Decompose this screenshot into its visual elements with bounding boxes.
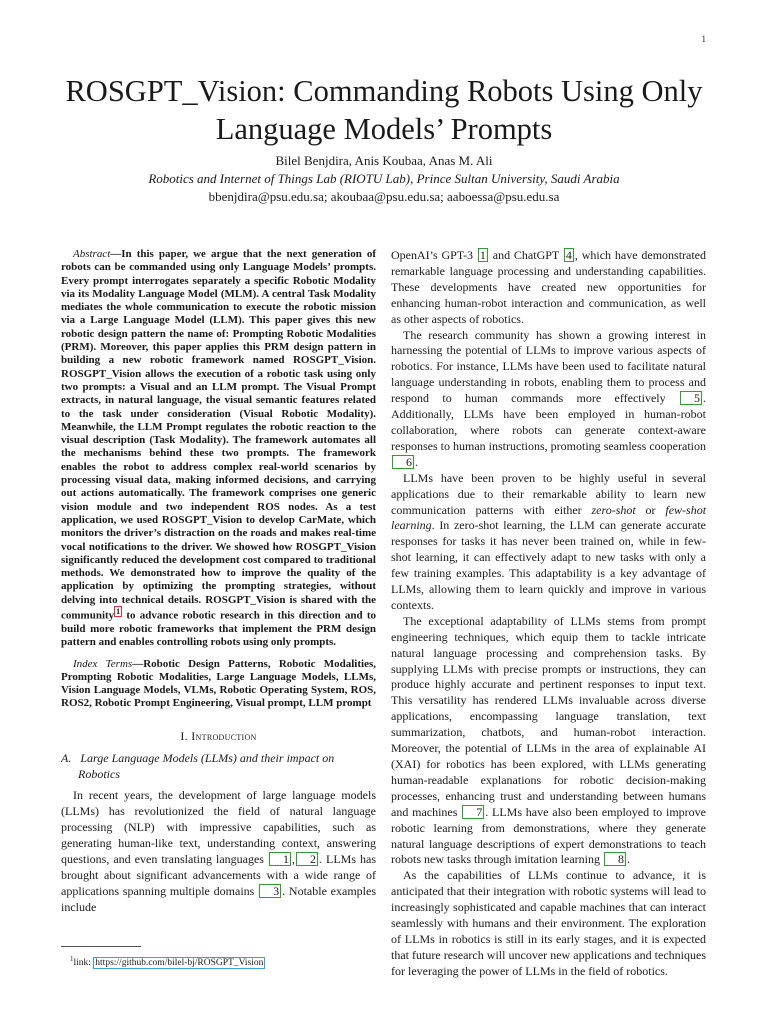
abstract-text-1: In this paper, we argue that the next generation of robots can be commanded using only Language Models’ prompts. Every prompt interrogates separately a specific Robotic Modality via its Modality Language Model (MLM). A central Task Modality mediates the whole communication to execute the robotic mission via a Large Language Model (LLM). This paper gives this new robotic design pattern the name of: Prompting Robotic Modalities (PRM). Moreover, this paper applies this PRM design pattern in building a new robotic framework named ROSGPT_Vision. ROSGPT_Vision allows the execution of a robotic task using only two prompts: a Visual and an LLM prompt. The Visual Prompt extracts, in natural language, the visual semantic features related to the task under consideration (Visual Robotic Modality). Meanwhile, the LLM Prompt regulates the robotic reaction to the visual description (Task Modality). The framework automates all the mechanisms behind these two prompts. The framework enables the robot to address complex real-world scenarios by processing visual data, making informed decisions, and carrying out actions automatically. The framework comprises one generic vision module and two independent ROS nodes. As a test application, we used ROSGPT_Vision to develop CarMate, which monitors the driver’s distraction on the roads and makes real-time vocal notifications to the driver. We showed how ROSGPT_Vision significantly reduced the development cost compared to traditional methods. We demonstrated how to improve the quality of the application by optimizing the prompting strategies, without delving into technical details. ROSGPT_Vision is shared with the community: [61, 248, 376, 622]
left-column: [61, 248, 376, 916]
footnote-marker[interactable]: 1: [116, 607, 121, 617]
paragraph-text: , which have demonstrated remarkable language processing and understanding capabilities. These developments have created new opportunities for enhancing human-robot interaction and communication, as well as other aspects of robotics.: [391, 248, 707, 326]
affiliation: Robotics and Internet of Things Lab (RIOTU Lab), Prince Sultan University, Saudi Arabia: [148, 171, 620, 186]
section-title: Introduction: [191, 728, 257, 743]
paragraph-text: . Notable examples include: [61, 883, 376, 914]
paragraph-text: . LLMs have also been employed to improve robotic learning from demonstrations, where they generate natural language descriptions of expert demonstrations to teach robots new tasks through imitation learning: [391, 804, 707, 867]
citation[interactable]: 8: [604, 852, 626, 866]
citation[interactable]: 5: [680, 391, 702, 405]
intro-paragraph-1: [61, 788, 376, 915]
paragraph-openai: [391, 248, 706, 328]
subsection-title: Large Language Models (LLMs) and their impact on Robotics: [78, 750, 335, 781]
index-terms: [61, 658, 376, 711]
emphasis: zero-shot: [591, 502, 636, 517]
emphasis: few-shot learning: [391, 502, 707, 533]
citation[interactable]: 4: [565, 248, 572, 262]
github-link[interactable]: https://github.com/bilel-bj/ROSGPT_Vision: [95, 958, 264, 969]
paragraph-text: and ChatGPT: [492, 248, 560, 262]
citation[interactable]: 1: [269, 852, 291, 866]
right-column: [391, 248, 706, 980]
citation-separator: ,: [292, 852, 295, 867]
paragraph-text: . In zero-shot learning, the LLM can generate accurate responses for tasks it has never been trained on, while in few-shot learning, it can effectively adapt to new tasks with only a few training examples. This adaptability is a key advantage of LLMs, allowing them to learn quickly and improve in various contexts.: [391, 518, 706, 612]
author-emails: bbenjdira@psu.edu.sa; akoubaa@psu.edu.sa; aaboessa@psu.edu.sa: [208, 189, 560, 204]
paragraph-text: The exceptional adaptability of LLMs stems from prompt engineering techniques, which equip them to tackle intricate natural language processing and comprehension tasks. By supplying LLMs with precise prompts or instructions, they can produce highly accurate and pertinent responses to input text. This versatility has rendered LLMs invaluable across diverse applications, encompassing language translation, text summarization, chatbots, and human-robot interaction. Moreover, the potential of LLMs in the area of explainable AI (XAI) for robotics has been explored, with LLMs generating human-readable explanations for robotic decision-making processes, enhancing trust and understanding between humans and machines: [391, 613, 706, 819]
paragraph-text: LLMs have been proven to be highly useful in several applications due to their remarkable ability to learn new communication patterns with either: [391, 470, 706, 517]
paragraph-text: In recent years, the development of large language models (LLMs) has revolutionized the field of natural language processing (NLP) with impressive capabilities, such as generating human-like text, understanding context, answering questions, and even translating languages: [61, 788, 376, 867]
paragraph-text: The research community has shown a growing interest in harnessing the potential of LLMs to improve various aspects of robotics. For instance, LLMs have been used to facilitate natural language understanding in robots, enabling them to process and respond to human commands more effectively: [391, 327, 706, 406]
subsection-heading-llms: [61, 751, 376, 783]
paragraph-text: OpenAI’s GPT-3: [391, 248, 474, 262]
index-terms-dash: —: [132, 657, 144, 670]
abstract-label: Abstract: [73, 248, 111, 260]
paragraph-research-interest: [391, 328, 706, 471]
abstract-text-2: to advance robotic research in this direction and to build more robotic frameworks that implement the PRM design pattern and enables controlling robots using only prompts.: [61, 609, 376, 649]
index-terms-label: Index Terms: [73, 657, 133, 670]
citation[interactable]: 6: [392, 455, 414, 469]
paragraph-adaptability: [391, 614, 706, 869]
index-terms-text: Robotic Design Patterns, Robotic Modalities, Prompting Robotic Modalities, Large Language Models, LLMs, Vision Language Models, VLMs, Robotic Operating System, ROS, ROS2, Robotic Prompt Engineering, Visual prompt, LLM prompt: [61, 657, 376, 710]
paragraph-text: . LLMs has brought about significant advancements with a wide range of applications spanning multiple domains: [61, 852, 377, 898]
footnote: [70, 953, 265, 969]
section-number: I.: [180, 728, 188, 743]
footnote-divider: [61, 946, 141, 947]
paper-title: ROSGPT_Vision: Commanding Robots Using Only Language Models’ Prompts: [65, 74, 703, 146]
paragraph-zero-shot: [391, 471, 706, 614]
footnote-label: link:: [73, 958, 91, 969]
paragraph-text: .: [415, 454, 418, 469]
section-heading-introduction: [61, 729, 376, 745]
paragraph-text: or: [645, 502, 656, 517]
authors: Bilel Benjdira, Anis Koubaa, Anas M. Ali: [275, 153, 493, 168]
page-number: 1: [701, 34, 706, 44]
paragraph-future: As the capabilities of LLMs continue to advance, it is anticipated that their integration with robotic systems will lead to increasingly sophisticated and capable machines that can interact seamlessly with humans and their environment. The exploration of LLMs in robotics is still in its early stages, and it is expected that future research will uncover new applications and techniques for leveraging the power of LLMs in the field of robotics.: [391, 868, 706, 978]
citation[interactable]: 1: [479, 248, 486, 262]
citation[interactable]: 7: [462, 805, 484, 819]
paragraph-text: . Additionally, LLMs have been employed in human-robot collaboration, where robots can generate context-aware responses to human instructions, promoting seamless cooperation: [391, 391, 707, 453]
citation[interactable]: 3: [259, 884, 281, 898]
footnote-number: 1: [70, 955, 74, 963]
abstract: [61, 248, 376, 650]
paragraph-text: .: [626, 852, 630, 867]
citation[interactable]: 2: [296, 852, 318, 866]
abstract-dash: —: [110, 248, 122, 260]
subsection-letter: A.: [61, 750, 72, 765]
